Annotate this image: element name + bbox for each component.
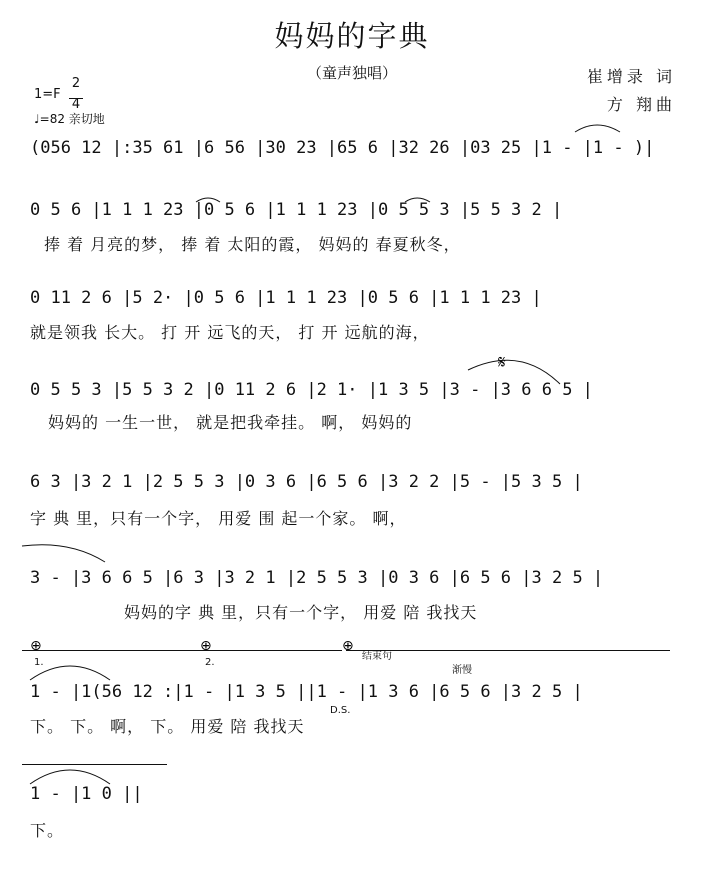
slur <box>196 198 220 202</box>
lyrics-row-3: 就是领我 长大。 打 开 远飞的天， 打 开 远航的海， <box>30 323 430 342</box>
ritardando-label: 渐慢 <box>452 665 472 676</box>
score-row-3: 0 11 2 6 |5 2· |0 5 6 |1 1 1 23 |0 5 6 |1 1 1 23 | <box>30 288 542 308</box>
lyrics-row-7: 下。 下。 啊， 下。 用爱 陪 我找天 <box>30 717 305 736</box>
segno-icon: 𝄋 <box>498 352 506 373</box>
score-row-5: 6 3 |3 2 1 |2 5 5 3 |0 3 6 |6 5 6 |3 2 2 |5 - |5 3 5 | <box>30 472 583 492</box>
lyrics-row-6: 妈妈的字 典 里，只有一个字， 用爱 陪 我找天 <box>124 603 478 622</box>
ending-label: 结束句 <box>362 651 392 662</box>
slur <box>30 666 110 680</box>
coda-icon: ⊕ <box>30 638 42 654</box>
score-row-2: 0 5 6 |1 1 1 23 |0 5 6 |1 1 1 23 |0 5 5 3 |5 5 3 2 | <box>30 200 563 220</box>
dal-segno-label: D.S. <box>330 705 351 716</box>
time-signature-top: 2 <box>71 76 81 91</box>
lyrics-row-8: 下。 <box>30 821 65 840</box>
score-row-6: 3 - |3 6 6 5 |6 3 |3 2 1 |2 5 5 3 |0 3 6 |6 5 6 |3 2 5 | <box>30 568 604 588</box>
key-signature: 1=F <box>34 87 61 102</box>
slur <box>30 770 110 784</box>
composer-credit: 方 翔曲 <box>606 95 676 114</box>
volta-2-label: 2. <box>205 657 215 668</box>
coda-icon-2: ⊕ <box>200 638 212 654</box>
volta-1-label: 1. <box>34 657 44 668</box>
lyrics-row-2: 捧 着 月亮的梦， 捧 着 太阳的霞， 妈妈的 春夏秋冬， <box>44 235 461 254</box>
time-signature-bottom: 4 <box>71 97 81 112</box>
lyrics-row-4: 妈妈的 一生一世， 就是把我牵挂。 啊， 妈妈的 <box>48 413 413 432</box>
coda-icon-3: ⊕ <box>342 638 354 654</box>
tempo-marking: ♩=82 亲切地 <box>34 112 105 126</box>
lyricist-credit: 崔增录 词 <box>586 67 676 86</box>
slur <box>405 198 430 202</box>
song-subtitle: （童声独唱） <box>306 64 397 82</box>
quarter-note-icon: ♩ <box>34 112 40 126</box>
slur <box>575 125 620 132</box>
score-row-4: 0 5 5 3 |5 5 3 2 |0 11 2 6 |2 1· |1 3 5 |3 - |3 6 6 5 | <box>30 380 593 400</box>
slur <box>22 545 105 562</box>
lyrics-row-5: 字 典 里，只有一个字， 用爱 围 起一个家。 啊， <box>30 509 407 528</box>
slur <box>468 360 560 384</box>
song-title: 妈妈的字典 <box>274 19 430 53</box>
score-row-8: 1 - |1 0 || <box>30 784 143 804</box>
score-row-7: 1 - |1(56 12 :|1 - |1 3 5 ||1 - |1 3 6 |6 5 6 |3 2 5 | <box>30 682 583 702</box>
score-row-1: (056 12 |:35 61 |6 56 |30 23 |65 6 |32 26 |03 25 |1 - |1 - )| <box>30 138 655 158</box>
